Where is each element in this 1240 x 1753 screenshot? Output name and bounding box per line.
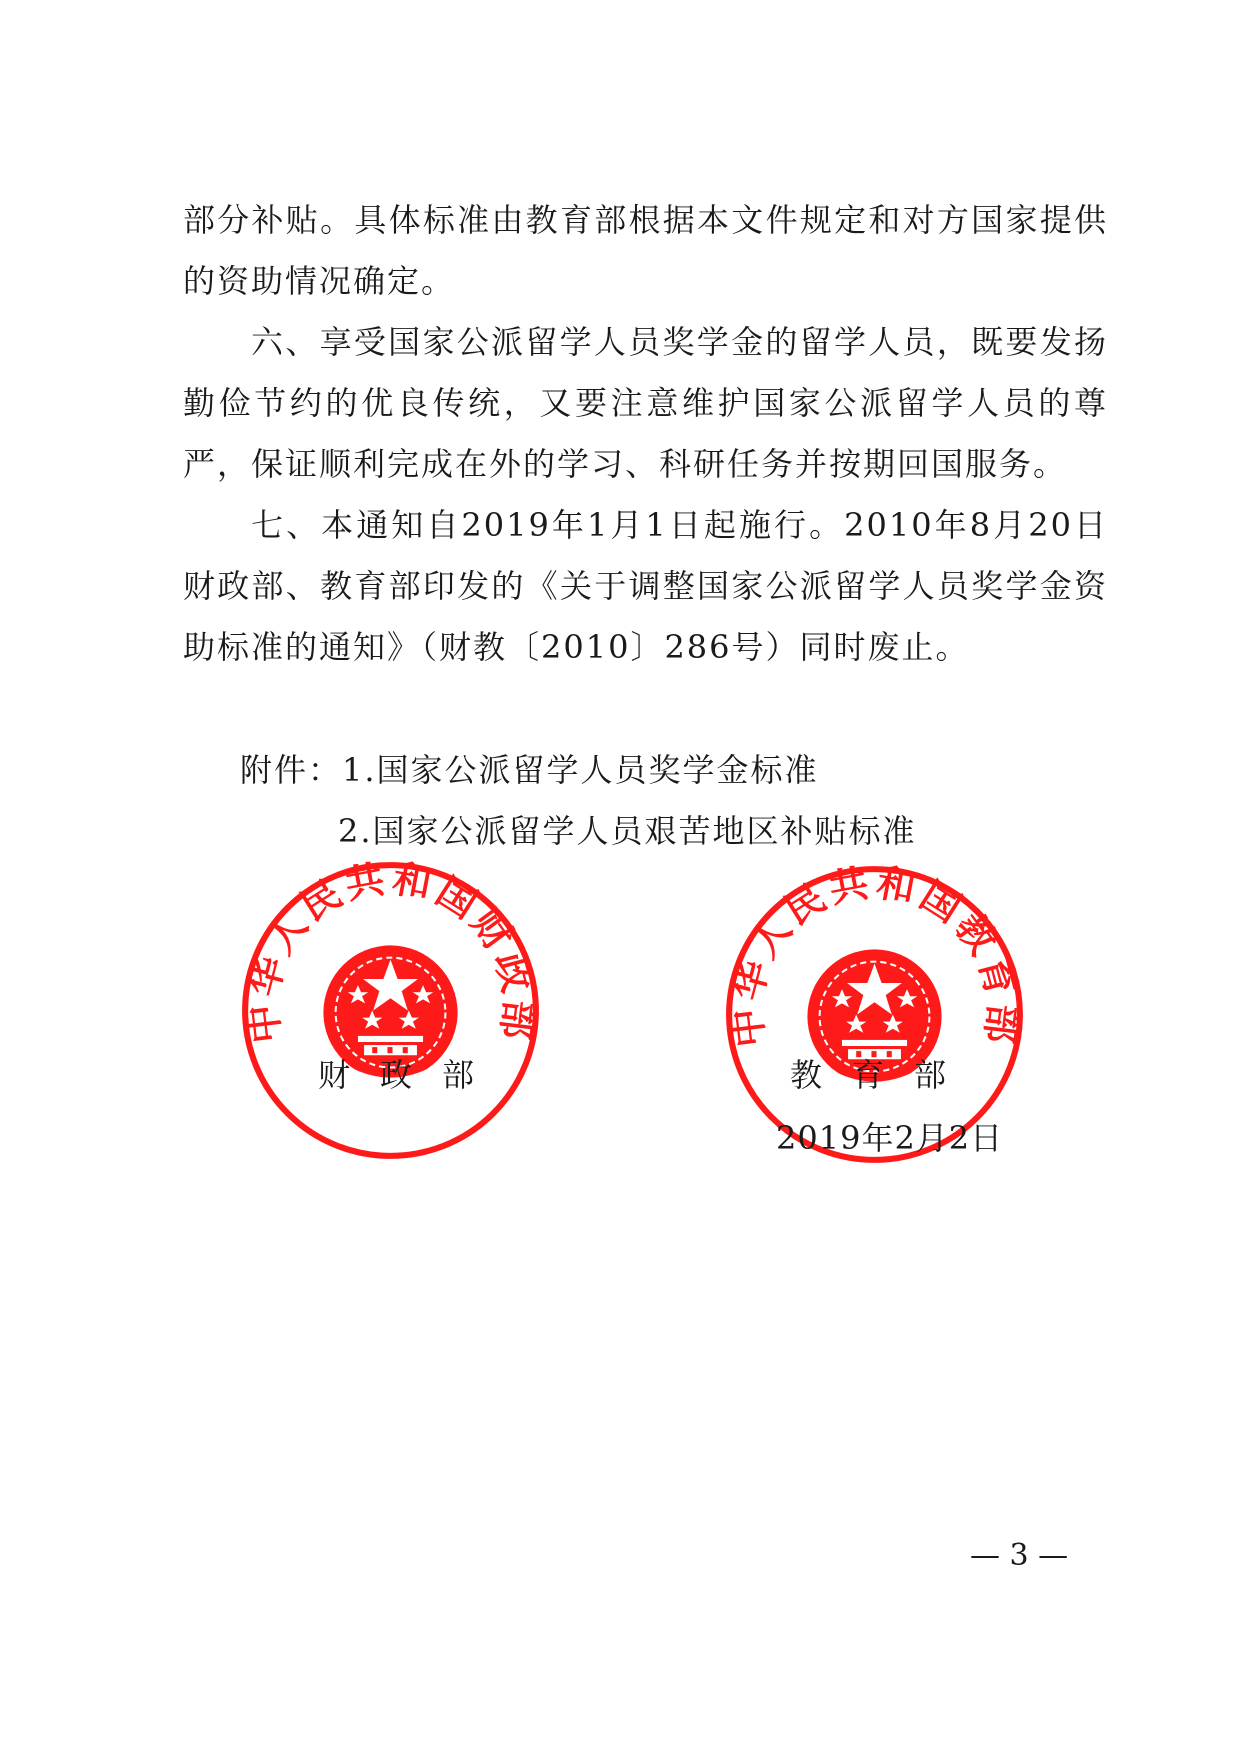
- paragraph-item-6: 六、享受国家公派留学人员奖学金的留学人员，既要发扬勤俭节约的优良传统，又要注意维护国家公派留学人员的尊严，保证顺利完成在外的学习、科研任务并按期回国服务。: [183, 323, 1108, 483]
- signer-ministry-of-education: 教育部: [790, 1056, 977, 1094]
- right-seal-arc-text: 中华人民共和国教育部: [724, 862, 1025, 1050]
- issue-date: 2019年2月2日: [776, 1119, 1004, 1157]
- paragraph-continuation: 部分补贴。具体标准由教育部根据本文件规定和对方国家提供的资助情况确定。: [183, 201, 1108, 300]
- ministry-of-finance-seal: [238, 858, 543, 1163]
- attachment-item-2: 2.国家公派留学人员艰苦地区补贴标准: [338, 812, 917, 850]
- attachments-section: [240, 740, 917, 862]
- page-number: — 3 —: [970, 1538, 1069, 1573]
- attachments-label: 附件：: [240, 751, 343, 789]
- left-seal-arc-text: 中华人民共和国财政部: [240, 858, 541, 1046]
- body-text: [183, 190, 1108, 678]
- attachment-item-1: 1.国家公派留学人员奖学金标准: [342, 751, 819, 789]
- paragraph-item-7: 七、本通知自2019年1月1日起施行。2010年8月20日财政部、教育部印发的《关于调整国家公派留学人员奖学金资助标准的通知》（财教〔2010〕286号）同时废止。: [183, 506, 1108, 666]
- signer-ministry-of-finance: 财政部: [318, 1056, 505, 1094]
